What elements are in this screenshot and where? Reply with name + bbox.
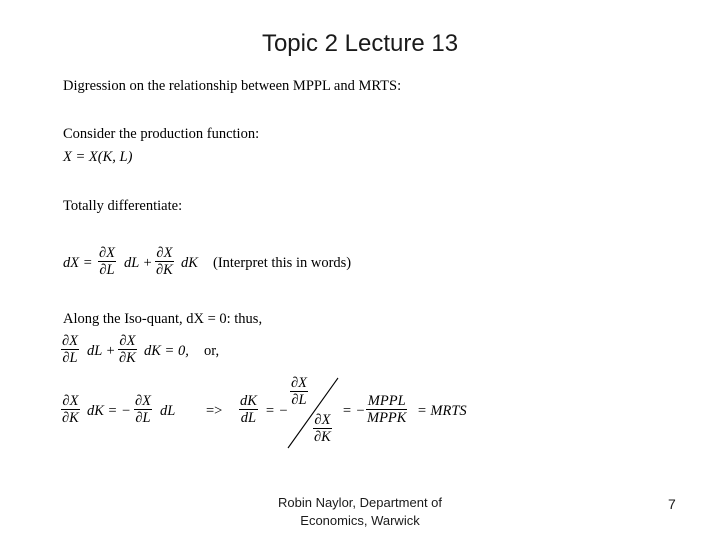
eq3-implies: =>	[206, 403, 223, 419]
consider-text: Consider the production function:	[63, 126, 260, 142]
eq3-mrts: = MRTS	[417, 403, 467, 419]
eq1-frac1-den: ∂L	[99, 262, 115, 278]
eq2-frac1-den: ∂L	[62, 350, 78, 366]
footer-line-1: Robin Naylor, Department of	[277, 495, 443, 510]
heading-text: Digression on the relationship between MPPL and MRTS:	[63, 78, 402, 94]
eq1-term1: dL +	[124, 255, 153, 271]
eq3-frac1-den: ∂K	[62, 410, 79, 426]
eq1-fraction-1	[98, 246, 116, 278]
production-function: X = X(K, L)	[63, 149, 133, 165]
eq1-term2: dK	[181, 255, 198, 271]
eq3-nest-den-num: ∂X	[314, 412, 331, 428]
eq3-frac2-den: ∂L	[135, 410, 151, 426]
eq2-fraction-1	[61, 334, 79, 366]
eq3-frac3-den: dL	[240, 410, 257, 426]
eq2-frac2-num: ∂X	[119, 333, 136, 349]
eq2-fraction-2	[118, 334, 137, 366]
eq2-or: or,	[204, 343, 220, 359]
compound-fraction-slash	[284, 376, 340, 450]
slide-title: Topic 2 Lecture 13	[261, 30, 459, 57]
eq3-frac3-num: dK	[240, 393, 257, 409]
eq3-frac1-num: ∂X	[62, 393, 79, 409]
eq3-equals-minus-2: = −	[342, 403, 366, 419]
slash-line	[288, 375, 338, 448]
eq3-frac4-num: MPPL	[367, 393, 406, 409]
eq3-term2: dL	[160, 403, 176, 419]
eq2-frac1-num: ∂X	[62, 333, 79, 349]
eq1-frac1-num: ∂X	[99, 245, 116, 261]
eq2-frac2-den: ∂K	[119, 350, 136, 366]
footer-credit	[250, 494, 470, 530]
eq3-nest-den-den: ∂K	[314, 429, 331, 445]
eq3-fraction-2	[134, 394, 152, 426]
eq3-fraction-1	[61, 394, 80, 426]
eq1-fraction-2	[155, 246, 174, 278]
eq1-lhs: dX =	[63, 255, 93, 271]
eq1-frac2-num: ∂X	[156, 245, 173, 261]
eq2-term2: dK = 0,	[144, 343, 189, 359]
eq3-nest-num-num: ∂X	[291, 375, 308, 391]
eq3-equals-minus: = −	[265, 403, 289, 419]
eq1-note: (Interpret this in words)	[213, 255, 352, 271]
along-isoquant-text: Along the Iso-quant, dX = 0: thus,	[63, 311, 263, 327]
eq1-frac2-den: ∂K	[156, 262, 173, 278]
eq3-frac2-num: ∂X	[135, 393, 152, 409]
eq3-fraction-3	[239, 394, 258, 426]
totally-differentiate-text: Totally differentiate:	[63, 198, 183, 214]
eq3-frac4-den: MPPK	[367, 410, 407, 426]
page-number: 7	[668, 496, 676, 512]
eq3-fraction-4	[366, 394, 407, 426]
eq3-term1: dK = −	[87, 403, 131, 419]
eq2-term1: dL +	[87, 343, 116, 359]
footer-line-2: Economics, Warwick	[300, 513, 420, 528]
eq3-nest-num-den: ∂L	[291, 392, 307, 408]
